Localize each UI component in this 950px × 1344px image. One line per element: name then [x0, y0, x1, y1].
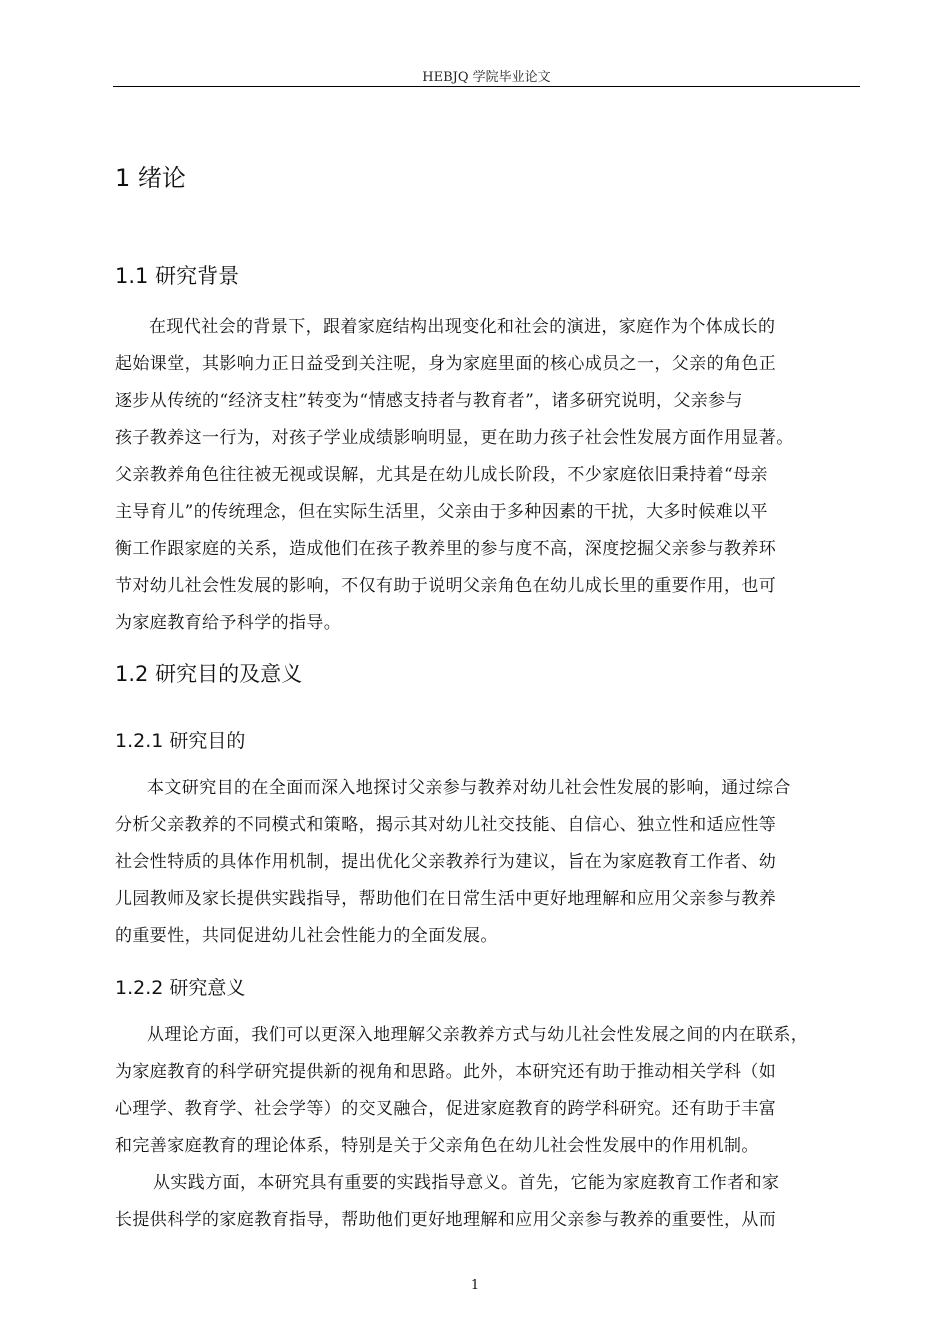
subsection-title-significance: 1.2.2 研究意义 — [115, 977, 246, 999]
paragraph-line: 主导育儿”的传统理念，但在实际生活里，父亲由于多种因素的干扰，大多时候难以平 — [115, 502, 768, 522]
paragraph-line: 长提供科学的家庭教育指导，帮助他们更好地理解和应用父亲参与教养的重要性，从而 — [115, 1210, 777, 1230]
paragraph-line-prefix: 孩子教养这一行为，对 — [115, 428, 289, 448]
paragraph-line — [115, 420, 859, 457]
paragraph-significance-theory — [115, 1017, 859, 1165]
paragraph-line: 衡工作跟家庭的关系，造成他们在孩子教养里的参与度不高，深度挖掘父亲参与教养环 — [115, 539, 777, 559]
paragraph-significance-practice — [115, 1165, 859, 1239]
paragraph-line: 父亲教养角色往往被无视或误解，尤其是在幼儿成长阶段，不少家庭依旧秉持着“母亲 — [115, 465, 768, 485]
chapter-title: 1 绪论 — [115, 164, 186, 192]
paragraph-line: 心理学、教育学、社会学等）的交叉融合，促进家庭教育的跨学科研究。还有助于丰富 — [115, 1099, 777, 1119]
paragraph-line: 儿园教师及家长提供实践指导，帮助他们在日常生活中更好地理解和应用父亲参与教养 — [115, 889, 777, 909]
paragraph-line: 和完善家庭教育的理论体系，特别是关于父亲角色在幼儿社会性发展中的作用机制。 — [115, 1136, 759, 1156]
paragraph-line: 的重要性，共同促进幼儿社会性能力的全面发展。 — [115, 926, 498, 946]
paragraph-line: 分析父亲教养的不同模式和策略，揭示其对幼儿社交技能、自信心、独立性和适应性等 — [115, 815, 777, 835]
paragraph-line: 节对幼儿社会性发展的影响，不仅有助于说明父亲角色在幼儿成长里的重要作用，也可 — [115, 576, 777, 596]
paragraph-line: 从实践方面，本研究具有重要的实践指导意义。首先，它能为家庭教育工作者和家 — [153, 1173, 780, 1193]
paragraph-background — [115, 309, 859, 642]
subsection-title-purpose: 1.2.1 研究目的 — [115, 730, 246, 752]
paragraph-line: 为家庭教育的科学研究提供新的视角和思路。此外，本研究还有助于推动相关学科（如 — [115, 1062, 777, 1082]
section-title-purpose: 1.2 研究目的及意义 — [115, 662, 303, 686]
paragraph-line-suffix: 孩子学业成绩影响明显，更在助力孩子社会性发展方面作用显著。 — [289, 428, 794, 448]
page-number: 1 — [470, 1278, 480, 1293]
paragraph-line: 起始课堂，其影响力正日益受到关注呢，身为家庭里面的核心成员之一，父亲的角色正 — [115, 354, 777, 374]
section-title-background: 1.1 研究背景 — [115, 264, 240, 288]
paragraph-line: 在现代社会的背景下，跟着家庭结构出现变化和社会的演进，家庭作为个体成长的 — [149, 317, 776, 337]
paragraph-line: 为家庭教育给予科学的指导。 — [115, 613, 342, 633]
running-header: HEBJQ 学院毕业论文 — [422, 70, 551, 85]
paragraph-line: 从理论方面，我们可以更深入地理解父亲教养方式与幼儿社会性发展之间的内在联系， — [147, 1025, 809, 1045]
paragraph-purpose — [115, 770, 859, 955]
paragraph-line: 逐步从传统的“经济支柱”转变为“情感支持者与教育者”，诸多研究说明，父亲参与 — [115, 391, 743, 411]
header-rule — [113, 86, 860, 87]
paragraph-line: 本文研究目的在全面而深入地探讨父亲参与教养对幼儿社会性发展的影响，通过综合 — [147, 778, 791, 798]
paragraph-line: 社会性特质的具体作用机制，提出优化父亲教养行为建议，旨在为家庭教育工作者、幼 — [115, 852, 777, 872]
